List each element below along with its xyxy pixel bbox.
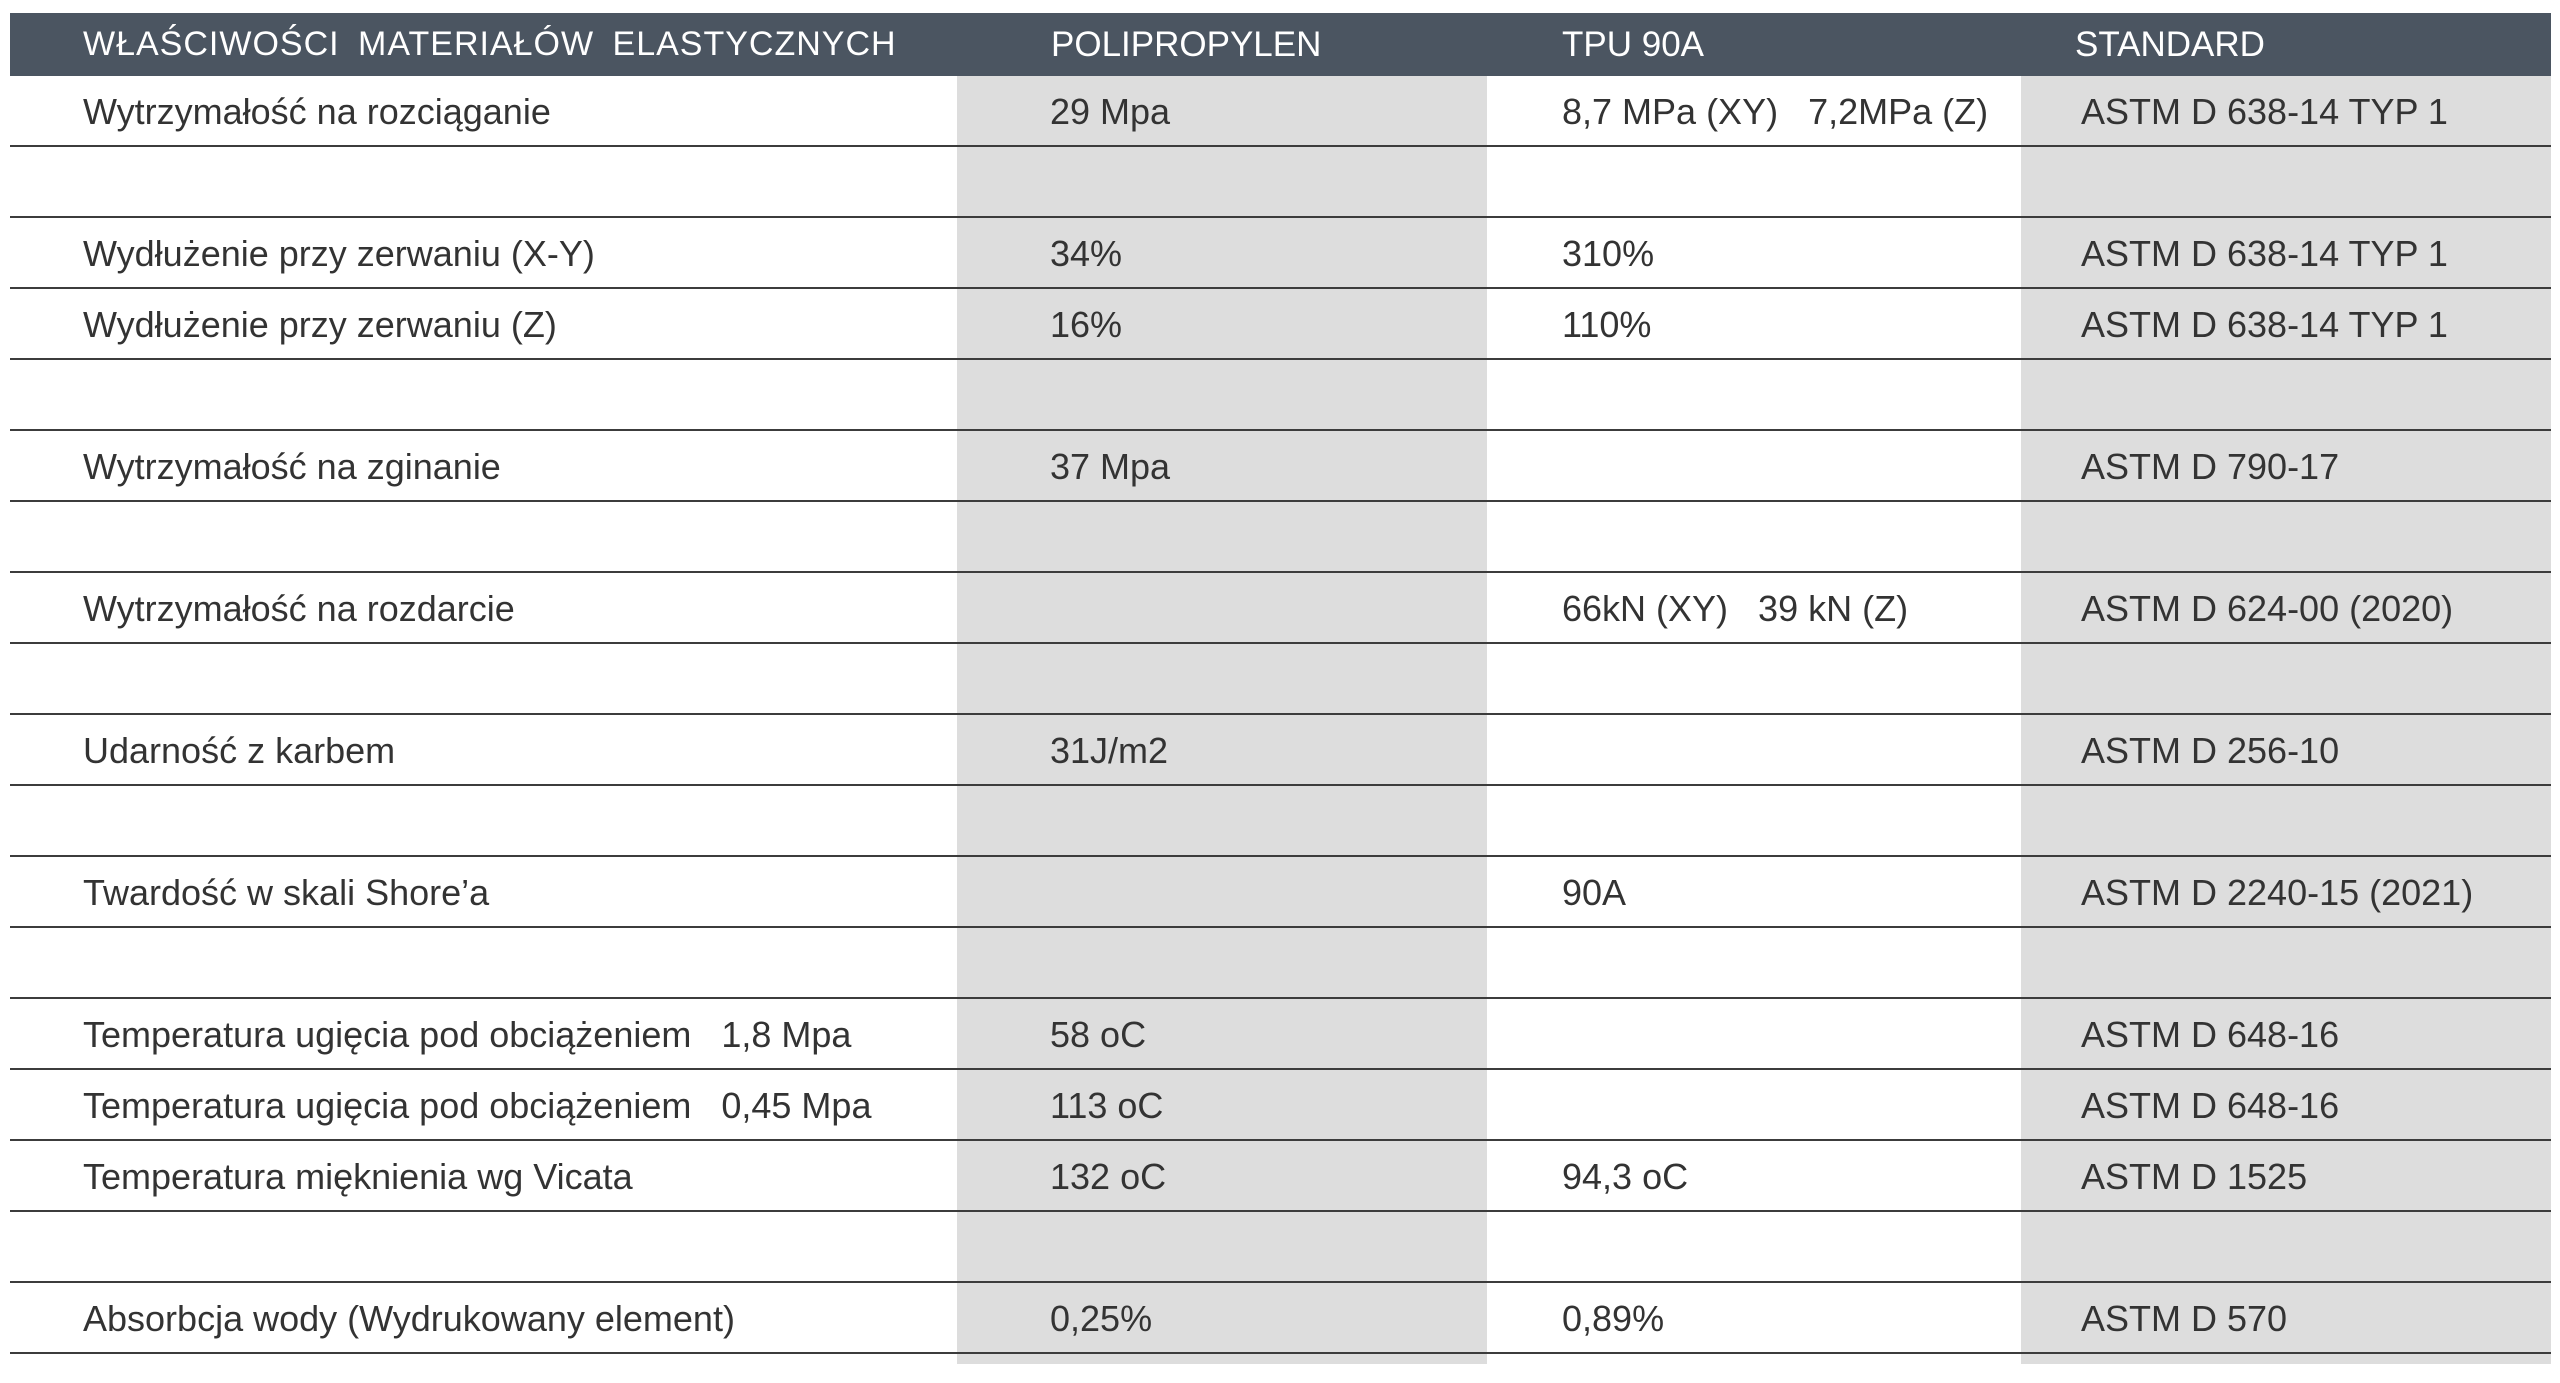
table-row [0,431,2560,502]
tpu-cell: 0,89% [1562,1298,1665,1339]
standard-cell: ASTM D 648-16 [2081,1014,2340,1055]
polipropylen-cell: 58 oC [1050,1014,1147,1055]
standard-cell: ASTM D 638-14 TYP 1 [2081,304,2448,345]
table-row [0,218,2560,289]
standard-cell: ASTM D 2240-15 (2021) [2081,872,2474,913]
header-standard: STANDARD [2075,25,2265,64]
spacer-row [0,502,2560,573]
table-row [0,1070,2560,1141]
polipropylen-cell: 16% [1050,304,1123,345]
header-polipropylen: POLIPROPYLEN [1051,25,1322,64]
property-cell: Udarność z karbem [83,730,396,771]
standard-cell: ASTM D 1525 [2081,1156,2308,1197]
standard-cell: ASTM D 790-17 [2081,446,2340,487]
standard-cell: ASTM D 256-10 [2081,730,2340,771]
property-cell: Temperatura ugięcia pod obciążeniem 1,8 Mpa [83,1014,852,1055]
standard-cell: ASTM D 624-00 (2020) [2081,588,2454,629]
property-cell: Twardość w skali Shore’a [83,872,490,913]
property-cell: Wydłużenie przy zerwaniu (Z) [83,304,557,345]
property-cell: Wydłużenie przy zerwaniu (X-Y) [83,233,595,274]
table-row [0,1283,2560,1354]
property-cell: Wytrzymałość na rozdarcie [83,588,515,629]
standard-cell: ASTM D 648-16 [2081,1085,2340,1126]
polipropylen-cell: 29 Mpa [1050,91,1171,132]
property-cell: Wytrzymałość na zginanie [83,446,501,487]
table-title: WŁAŚCIWOŚCI MATERIAŁÓW ELASTYCZNYCH [83,25,897,63]
property-cell: Temperatura ugięcia pod obciążeniem 0,45 Mpa [83,1085,872,1126]
polipropylen-cell: 34% [1050,233,1123,274]
property-cell: Absorbcja wody (Wydrukowany element) [83,1298,735,1339]
tpu-cell: 310% [1562,233,1655,274]
polipropylen-cell: 113 oC [1050,1085,1164,1126]
polipropylen-cell: 31J/m2 [1050,730,1169,771]
tpu-cell: 8,7 MPa (XY) 7,2MPa (Z) [1562,91,1989,132]
table-row [0,999,2560,1070]
table-row [0,715,2560,786]
spacer-row [0,786,2560,857]
property-cell: Wytrzymałość na rozciąganie [83,91,551,132]
spacer-row [0,1212,2560,1283]
spacer-row [0,147,2560,218]
tpu-cell: 94,3 oC [1562,1156,1689,1197]
standard-cell: ASTM D 570 [2081,1298,2288,1339]
tpu-cell: 110% [1562,304,1652,345]
header-tpu-90a: TPU 90A [1562,25,1704,64]
polipropylen-cell: 0,25% [1050,1298,1153,1339]
table-row [0,76,2560,147]
tpu-cell: 90A [1562,872,1627,913]
polipropylen-cell: 132 oC [1050,1156,1167,1197]
polipropylen-cell: 37 Mpa [1050,446,1171,487]
property-cell: Temperatura mięknienia wg Vicata [83,1156,633,1197]
table-row [0,857,2560,928]
spacer-row [0,644,2560,715]
tpu-cell: 66kN (XY) 39 kN (Z) [1562,588,1909,629]
table-row [0,573,2560,644]
spacer-row [0,360,2560,431]
table-body [0,76,2560,1354]
table-header [10,13,2551,76]
table-row [0,1141,2560,1212]
standard-cell: ASTM D 638-14 TYP 1 [2081,91,2448,132]
table-row [0,289,2560,360]
spacer-row [0,928,2560,999]
standard-cell: ASTM D 638-14 TYP 1 [2081,233,2448,274]
